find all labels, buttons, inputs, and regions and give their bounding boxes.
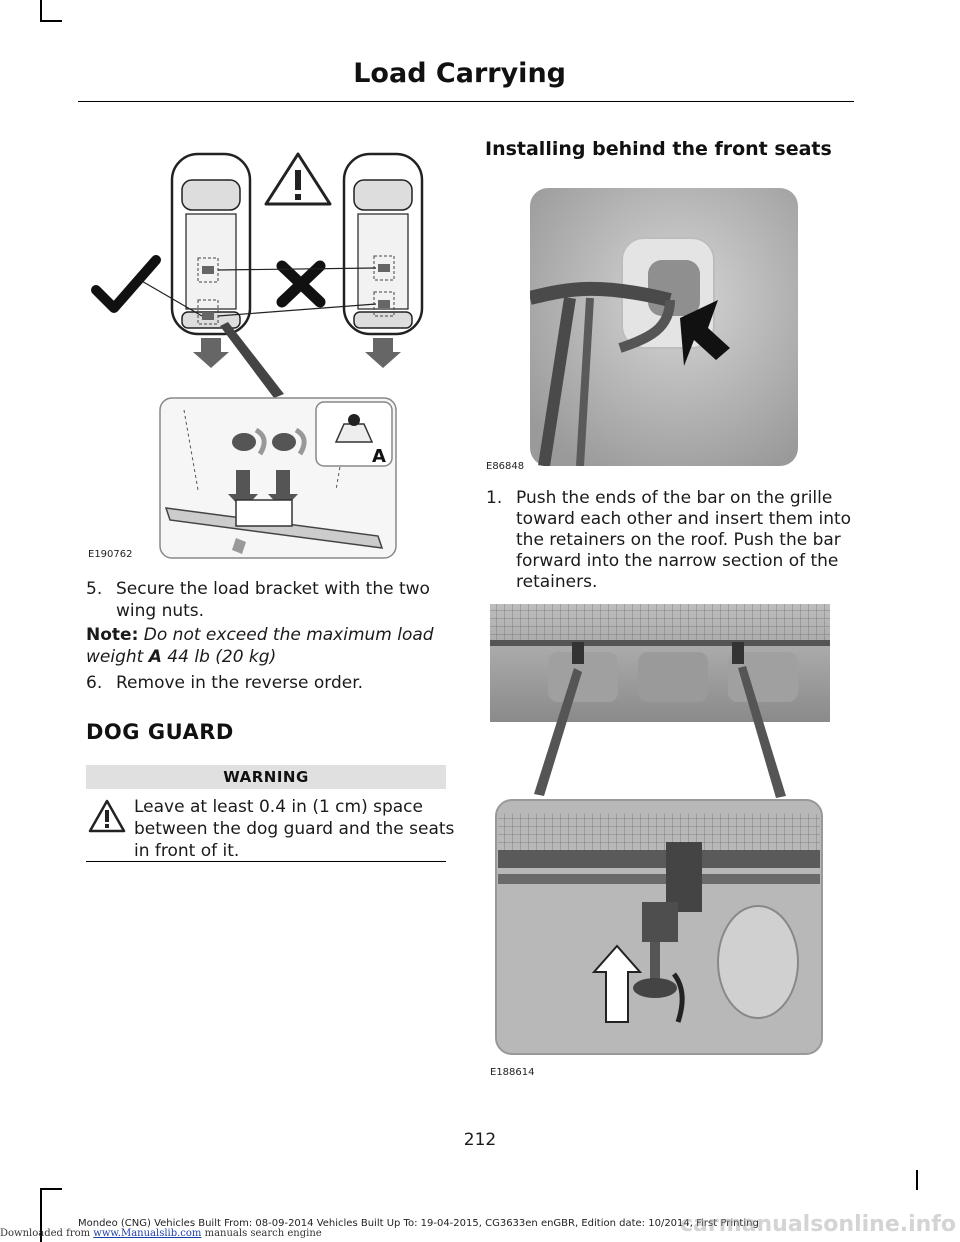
page-number: 212 bbox=[463, 1130, 497, 1150]
step-6 bbox=[86, 673, 456, 695]
warning-text-line: between the dog guard and the seats bbox=[134, 819, 455, 839]
step-text-line: wing nuts. bbox=[116, 601, 205, 621]
warning-label: WARNING bbox=[86, 765, 446, 789]
step-text-line: toward each other and insert them into bbox=[516, 509, 852, 529]
figure-code-e188614: E188614 bbox=[490, 1067, 535, 1078]
step-number: 1. bbox=[486, 488, 503, 508]
figure-load-bracket bbox=[86, 140, 446, 565]
step-text-line: Secure the load bracket with the two bbox=[116, 579, 430, 599]
warning-text-line: in front of it. bbox=[134, 841, 240, 861]
figure-code-e190762: E190762 bbox=[88, 549, 133, 560]
step-text-line: retainers. bbox=[516, 572, 598, 592]
step-text-line: Push the ends of the bar on the grille bbox=[516, 488, 833, 508]
vehicle-incorrect-icon bbox=[344, 154, 422, 368]
note-text: weight bbox=[86, 647, 149, 667]
figure-label-a: A bbox=[372, 446, 386, 467]
note-text: Do not exceed the maximum load bbox=[138, 625, 434, 645]
note-label: Note: bbox=[86, 625, 139, 645]
crop-mark bbox=[40, 0, 42, 22]
step-text-line: Remove in the reverse order. bbox=[116, 673, 364, 693]
warning-rule bbox=[86, 861, 446, 862]
step-number: 6. bbox=[86, 673, 103, 693]
edition-line: Mondeo (CNG) Vehicles Built From: 08-09-2014 Vehicles Built Up To: 19-04-2015, CG3633en enGBR, Edition date: 10/2014, First Printing bbox=[78, 1218, 759, 1229]
subheading-installing: Installing behind the front seats bbox=[485, 138, 832, 160]
note-text: 44 lb (20 kg) bbox=[161, 647, 277, 667]
cross-mark-icon bbox=[282, 266, 320, 302]
manualslib-link[interactable]: www.Manualslib.com bbox=[93, 1228, 202, 1239]
crop-mark bbox=[916, 1170, 918, 1190]
warning-triangle-icon bbox=[266, 154, 330, 204]
watermark-logo: carmanualsonline.info bbox=[680, 1212, 956, 1237]
page-title: Load Carrying bbox=[353, 58, 566, 89]
step-text-line: the retainers on the roof. Push the bar bbox=[516, 530, 841, 550]
crop-mark bbox=[40, 20, 62, 22]
step-text-line: forward into the narrow section of the bbox=[516, 551, 839, 571]
section-heading-dog-guard: DOG GUARD bbox=[86, 720, 234, 744]
step-1 bbox=[486, 488, 856, 598]
step-number: 5. bbox=[86, 579, 103, 599]
figure-code-e86848: E86848 bbox=[486, 461, 525, 472]
downloaded-suffix: manuals search engine bbox=[201, 1228, 322, 1239]
warning-triangle-icon bbox=[88, 798, 126, 834]
figure-dog-guard-install bbox=[488, 602, 832, 1058]
note bbox=[86, 624, 456, 668]
note-label-a: A bbox=[148, 647, 162, 667]
header-rule bbox=[78, 101, 854, 102]
warning-text-line: Leave at least 0.4 in (1 cm) space bbox=[134, 797, 423, 817]
warning-text bbox=[134, 796, 454, 862]
downloaded-prefix: Downloaded from bbox=[0, 1228, 94, 1239]
downloaded-from-line bbox=[0, 1228, 322, 1239]
figure-retainer-photo bbox=[530, 188, 798, 466]
step-5 bbox=[86, 579, 456, 623]
crop-mark bbox=[40, 1188, 62, 1190]
